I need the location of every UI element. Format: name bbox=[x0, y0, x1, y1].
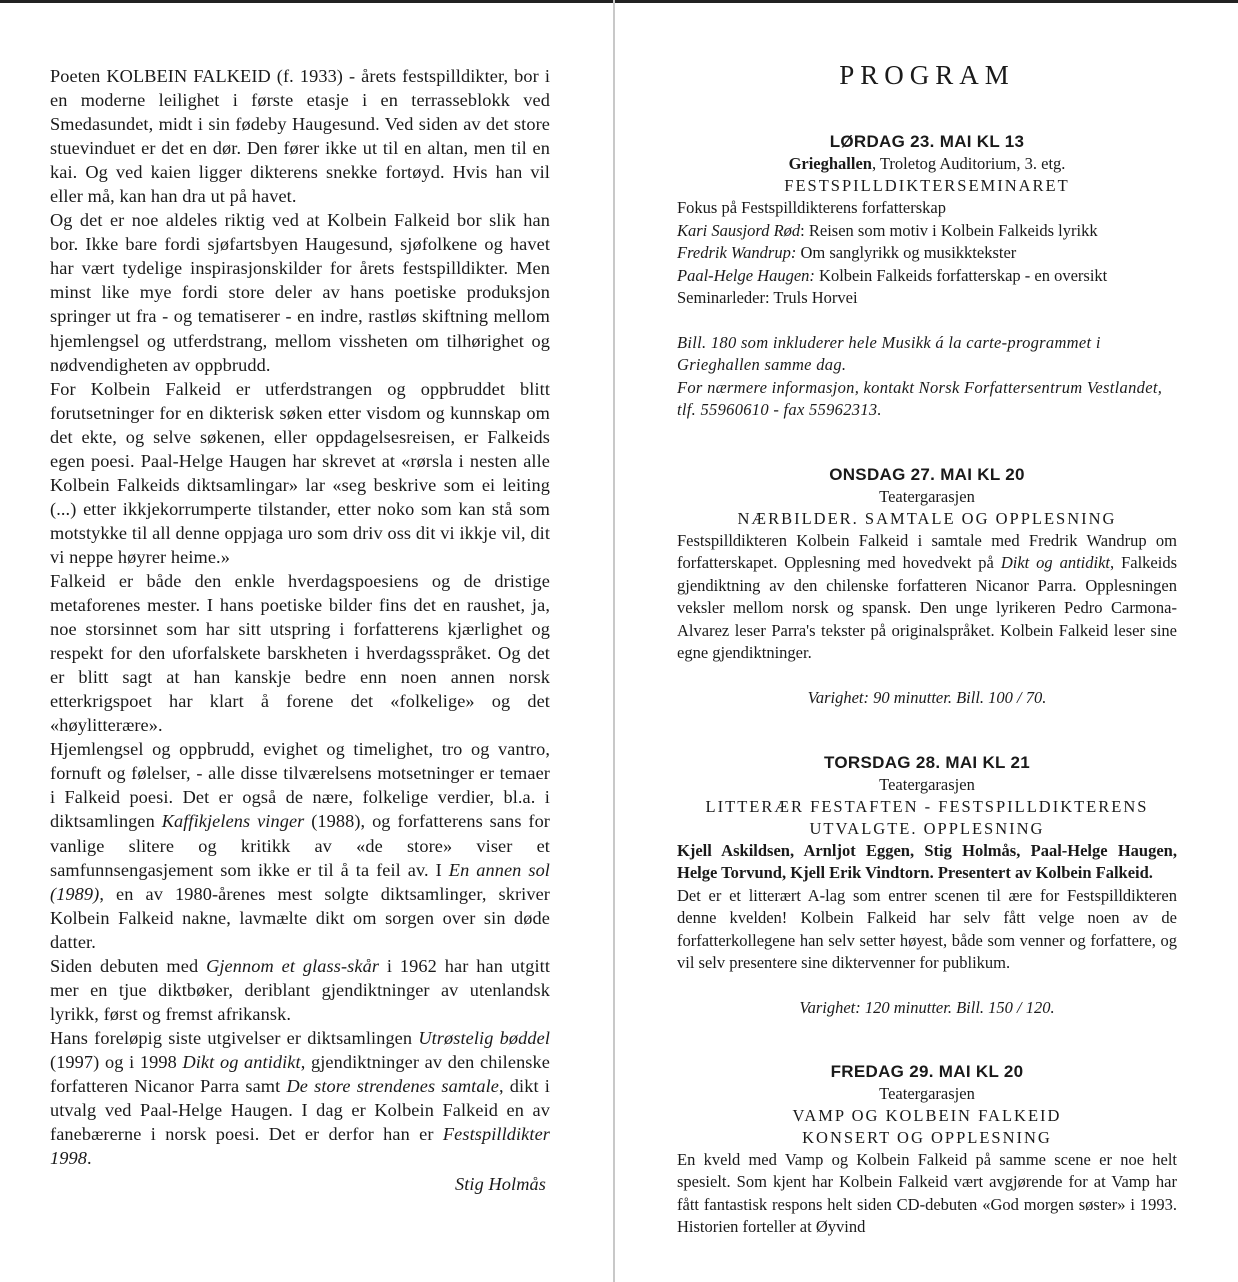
text-run: , en av 1980-årenes mest solgte diktsamlinger, skriver Kolbein Falkeid nakne, lavmælte dikt om sorgen over sin døde datter. bbox=[50, 883, 550, 952]
event-line: Seminarleder: Truls Horvei bbox=[677, 288, 858, 307]
speaker-name: Paal-Helge Haugen: bbox=[677, 265, 815, 285]
book-title: Dikt og antidikt bbox=[1000, 553, 1111, 572]
event-date: TORSDAG 28. MAI KL 21 bbox=[824, 752, 1030, 772]
event-title: UTVALGTE. OPPLESNING bbox=[809, 818, 1045, 838]
event-title: LITTERÆR FESTAFTEN - FESTSPILLDIKTERENS bbox=[705, 796, 1149, 816]
book-title: Dikt og antidikt bbox=[182, 1051, 301, 1072]
article-paragraph-4: Falkeid er både den enkle hverdagspoesiens og de dristige metaforenes mester. I hans poetiske bilder fins det en raushet, ja, noe storsinnet som har sitt utspring i forfatterens kjærlighet og respekt for den uforfalskete barskheten i hverdagsspråket. Og det er blitt sagt at han kanskje bedre enn noen annen norsk etterkrigspoet har klart å forene det «folkelige» og det «høylitterære». bbox=[50, 570, 550, 736]
text-run: , dikt i utvalg ved Paal-Helge Haugen. I dag er Kolbein Falkeid en av fanebærerne i norsk poesi. Det er derfor han er bbox=[50, 1075, 550, 1145]
event-venue bbox=[677, 153, 1177, 175]
author-signature: Stig Holmås bbox=[455, 1174, 546, 1195]
event-description: En kveld med Vamp og Kolbein Falkeid på samme scene er noe helt spesielt. Som kjent har Kolbein Falkeid vært avgjørende for at Vamp har fått fantastisk respons helt siden CD-debuten «God morgen søster» i 1993. Historien forteller at Øyvind bbox=[677, 1149, 1177, 1236]
event-wednesday bbox=[677, 464, 1177, 709]
top-border bbox=[0, 0, 1238, 3]
event-line bbox=[677, 220, 1177, 243]
event-duration: Varighet: 120 minutter. Bill. 150 / 120. bbox=[799, 997, 1055, 1017]
ticket-note: Bill. 180 som inkluderer hele Musikk á la carte-programmet i Grieghallen samme dag. bbox=[677, 332, 1101, 374]
venue-detail: , Troletog Auditorium, 3. etg. bbox=[871, 154, 1066, 173]
text-run: , Falkeids gjendiktning av den chilenske forfatteren Nicanor Parra. Opplesningen veksler mellom norsk og spansk. Den unge lyrikeren Pedro Carmona-Alvarez leser Parra's tekster på originalspråket. Kolbein Falkeid leser sine egne gjendiktninger. bbox=[677, 553, 1177, 662]
event-title: KONSERT OG OPPLESNING bbox=[802, 1127, 1052, 1147]
event-saturday bbox=[677, 131, 1177, 422]
text-run: Siden debuten med bbox=[50, 955, 207, 976]
article-paragraph-6 bbox=[50, 954, 550, 1026]
event-thursday bbox=[677, 752, 1177, 1019]
article-paragraph-1: Poeten KOLBEIN FALKEID (f. 1933) - årets festspilldikter, bor i en moderne leilighet i første etasje i en terrasseblokk ved Smedasundet, midt i sin fødeby Haugesund. Ved siden av det store stuevinduet er det en dør. Den fører ikke ut til en altan, men til en kai. Og ved kaien ligger dikterens snekke fortøyd. Hvis han vil eller må, kan han dra ut på havet. bbox=[50, 66, 550, 207]
event-line: Fokus på Festspilldikterens forfatterskap bbox=[677, 198, 946, 217]
book-title: De store strendenes samtale bbox=[286, 1075, 499, 1096]
event-performers: Kjell Askildsen, Arnljot Eggen, Stig Holmås, Paal-Helge Haugen, Helge Torvund, Kjell Erik Vindtorn. Presentert av Kolbein Falkeid. bbox=[677, 840, 1177, 882]
text-run: , gjendiktninger av den chilenske forfatteren Nicanor Parra samt bbox=[50, 1051, 550, 1096]
article-paragraph-3: For Kolbein Falkeid er utferdstrangen og oppbruddet blitt forutsetninger for en dikterisk søken etter visdom og kunnskap om det ekte, og selve søkenen, eller oppdagelsesreisen, er Falkeids egen poesi. Paal-Helge Haugen har skrevet at «rørsla i nesten alle Kolbein Falkeids diktsamlingar» lar «seg beskrive som ei leiting (...) etter ikkjekorrumperte tilstander, etter noko som kan stå som motstykke til all denne oppjaga uro som driv oss dit vi ikkje vil, dit vi neppe høyrer heime.» bbox=[50, 378, 550, 567]
talk-topic: : Reisen som motiv i Kolbein Falkeids lyrikk bbox=[800, 220, 1098, 240]
text-run: Hans foreløpig siste utgivelser er diktsamlingen bbox=[50, 1027, 419, 1048]
book-title: Festspilldikter 1998 bbox=[50, 1124, 550, 1169]
text-run: i 1962 har han utgitt mer en tjue diktbøker, deriblant gjendiktninger av utenlandsk lyrikk, først og fremst afrikansk. bbox=[50, 955, 550, 1024]
speaker-name: Fredrik Wandrup: bbox=[677, 243, 797, 262]
event-description bbox=[677, 530, 1177, 665]
book-title: Kaffikjelens vinger bbox=[161, 811, 305, 832]
left-page-article bbox=[50, 64, 550, 1196]
article-paragraph-2: Og det er noe aldeles riktig ved at Kolbein Falkeid bor slik han bor. Ikke bare fordi sjøfartsbyen Haugesund, sjøfolkene og havet har vært tydelige inspirasjonskilder for årets festspilldikter. Men minst like mye fordi store deler av hans poetiske produksjon springer ut fra - og tematiserer - en indre, rastløs skiftning mellom hjemlengsel og utferdstrang, mellom vissheten om tilhørighet og nødvendigheten av oppbrudd. bbox=[50, 210, 550, 375]
book-title: Gjennom et glass-skår bbox=[206, 955, 380, 976]
talk-topic: Kolbein Falkeids forfatterskap - en oversikt bbox=[814, 265, 1108, 285]
page-fold bbox=[613, 0, 615, 1282]
article-paragraph-7 bbox=[50, 1026, 550, 1170]
venue-name: Grieghallen bbox=[788, 154, 872, 173]
event-title: NÆRBILDER. SAMTALE OG OPPLESNING bbox=[737, 508, 1117, 528]
article-paragraph-5 bbox=[50, 737, 550, 953]
event-date: ONSDAG 27. MAI KL 20 bbox=[829, 464, 1025, 484]
text-run: Hjemlengsel og oppbrudd, evighet og timelighet, tro og vantro, fornuft og følelser, - alle disse tilværelsens motsetninger er temaer i Falkeid poesi. Det er også de nære, folkelige verdier, bl.a. i diktsamlingen bbox=[50, 739, 550, 832]
book-title: En annen sol (1989) bbox=[50, 859, 550, 904]
event-line bbox=[677, 242, 1177, 265]
event-line bbox=[677, 265, 1177, 288]
event-title: VAMP OG KOLBEIN FALKEID bbox=[792, 1105, 1062, 1125]
right-page-program bbox=[677, 60, 1177, 1239]
event-duration: Varighet: 90 minutter. Bill. 100 / 70. bbox=[807, 687, 1047, 707]
text-run: . bbox=[86, 1148, 92, 1169]
event-date: FREDAG 29. MAI KL 20 bbox=[830, 1061, 1024, 1081]
event-title: FESTSPILLDIKTERSEMINARET bbox=[784, 176, 1070, 195]
text-run: (1988), og forfatterens sans for vanlige slitere og kritikk av «de store» viser et samfunnsengasjement som ikke er til å ta feil av. I bbox=[50, 811, 550, 880]
contact-note: For nærmere informasjon, kontakt Norsk Forfattersentrum Vestlandet, tlf. 55960610 - fax 55962313. bbox=[677, 377, 1163, 419]
event-date: LØRDAG 23. MAI KL 13 bbox=[829, 132, 1025, 151]
book-title: Utrøstelig bøddel bbox=[418, 1027, 551, 1048]
event-venue: Teatergarasjen bbox=[879, 774, 975, 794]
text-run: (1997) og i 1998 bbox=[50, 1051, 183, 1072]
event-friday bbox=[677, 1061, 1177, 1239]
speaker-name: Kari Sausjord Rød bbox=[677, 220, 801, 240]
event-venue: Teatergarasjen bbox=[879, 1083, 975, 1103]
event-description: Det er et litterært A-lag som entrer scenen til ære for Festspilldikteren denne kvelden! Kolbein Falkeid har selv fått velge noen av de forfatterkollegene han selv setter høyest, både som venner og forfattere, og vil selv presentere sine diktervenner for publikum. bbox=[677, 885, 1177, 972]
text-run: Festspilldikteren Kolbein Falkeid i samtale med Fredrik Wandrup om forfatterskapet. Opplesning med hovedvekt på bbox=[677, 530, 1177, 572]
talk-topic: Om sanglyrikk og musikktekster bbox=[796, 243, 1017, 262]
program-title: PROGRAM bbox=[839, 60, 1015, 90]
event-venue: Teatergarasjen bbox=[879, 486, 975, 506]
